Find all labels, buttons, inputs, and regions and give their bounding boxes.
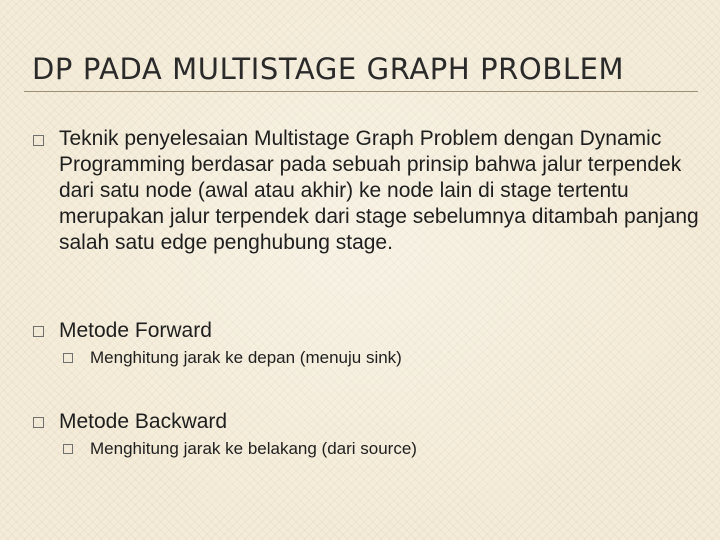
title-underline — [24, 91, 698, 92]
square-bullet-icon — [63, 353, 73, 363]
square-bullet-icon — [33, 417, 44, 428]
sub-bullet-text-forward: Menghitung jarak ke depan (menuju sink) — [90, 348, 402, 367]
slide-title: DP PADA MULTISTAGE GRAPH PROBLEM — [32, 52, 625, 86]
bullet-text-technique: Teknik penyelesaian Multistage Graph Problem dengan Dynamic Programming berdasar pada sebuah prinsip bahwa jalur terpendek dari satu node (awal atau akhir) ke node lain di stage tertentu merupakan jalur terpendek dari stage sebelumnya ditambah panjang salah satu edge penghubung stage. — [59, 127, 699, 254]
square-bullet-icon — [63, 444, 73, 454]
square-bullet-icon — [33, 135, 44, 146]
square-bullet-icon — [33, 326, 44, 337]
bullet-text-backward: Metode Backward — [59, 410, 228, 433]
sub-bullet-text-backward: Menghitung jarak ke belakang (dari source) — [90, 439, 417, 458]
bullet-text-forward: Metode Forward — [59, 319, 212, 342]
